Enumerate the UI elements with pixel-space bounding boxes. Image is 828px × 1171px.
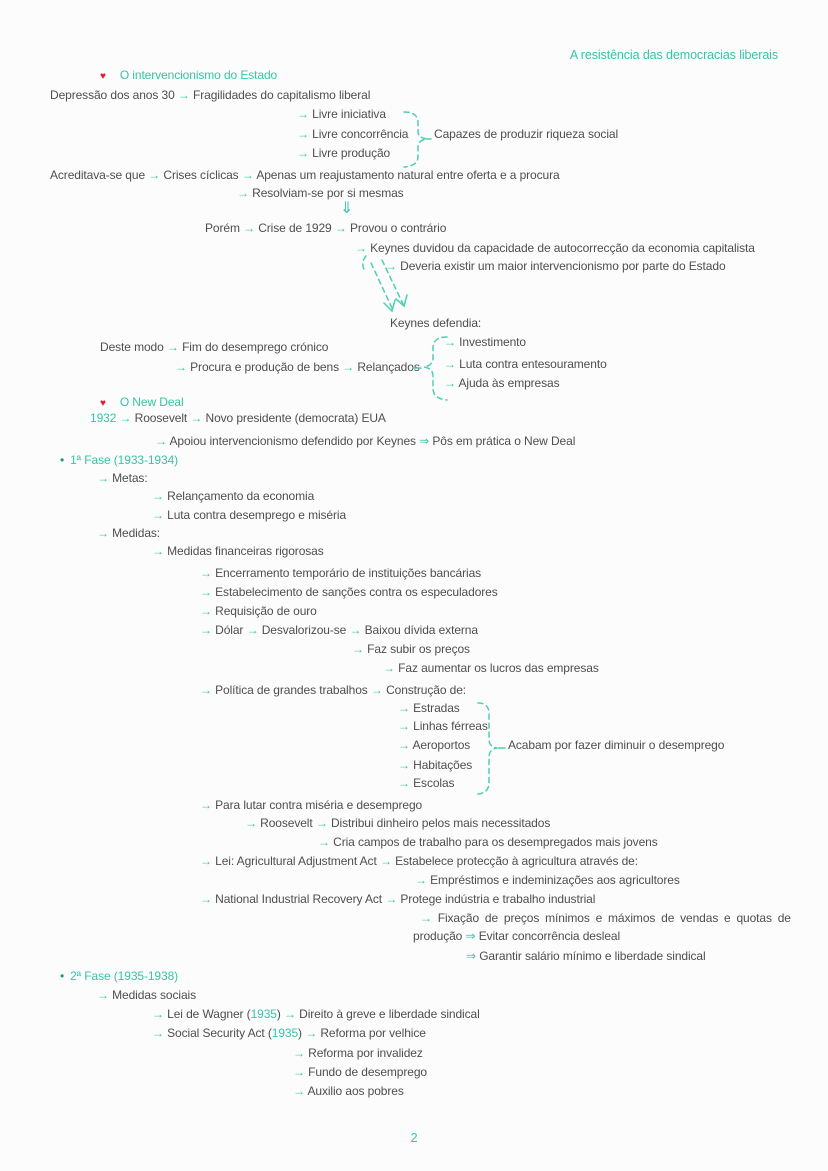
note-text: ⇒ <box>465 929 479 943</box>
note-text: → <box>342 360 358 374</box>
note-line <box>444 376 560 391</box>
note-text: Empréstimos e indeminizações aos agricultores <box>430 873 680 887</box>
note-text: → <box>444 335 460 349</box>
note-text: → <box>97 471 113 485</box>
note-text: Roosevelt <box>134 411 191 425</box>
note-line <box>297 146 390 161</box>
note-text: → <box>398 776 414 790</box>
note-text: Faz aumentar os lucros das empresas <box>398 661 599 675</box>
note-text: produção <box>413 929 466 943</box>
note-text: Política de grandes trabalhos <box>215 683 371 697</box>
note-text: Medidas sociais <box>112 988 197 1002</box>
note-text: Medidas: <box>112 526 161 540</box>
note-text: Livre concorrência <box>312 127 409 141</box>
note-line <box>155 434 575 449</box>
note-text: National Industrial Recovery Act <box>215 892 386 906</box>
note-line <box>97 471 148 486</box>
note-text: Livre iniciativa <box>312 107 386 121</box>
note-text: → <box>398 738 413 752</box>
note-text: ) <box>298 1026 306 1040</box>
note-text: Construção de: <box>386 683 467 697</box>
note-text: → <box>420 911 438 925</box>
note-text: → <box>379 854 396 868</box>
note-text: → <box>152 1007 168 1021</box>
note-text: → <box>383 661 399 675</box>
note-line <box>97 988 196 1003</box>
note-text: Desvalorizou-se <box>261 623 350 637</box>
note-line <box>152 1026 426 1041</box>
note-line <box>200 892 595 907</box>
page-header: A resistência das democracias liberais <box>569 48 778 62</box>
note-line <box>420 911 791 926</box>
note-line <box>293 1046 423 1061</box>
phase-bullet-icon: • <box>60 969 65 983</box>
note-line <box>50 168 560 183</box>
note-line <box>413 929 620 944</box>
note-text: Aeroportos <box>412 738 471 752</box>
note-text: Pôs em prática o New Deal <box>432 434 576 448</box>
note-text: → <box>152 544 168 558</box>
note-line <box>466 949 706 964</box>
note-text: → <box>190 411 206 425</box>
note-text: Provou o contrário <box>350 221 447 235</box>
note-line <box>390 316 481 331</box>
note-text: ⇒ <box>419 434 433 448</box>
heart-bullet-icon: ♥ <box>100 398 106 409</box>
note-text: Lei: Agricultural Adjustment Act <box>215 854 380 868</box>
note-text: Roosevelt <box>260 816 316 830</box>
note-text: Reforma por velhice <box>320 1026 426 1040</box>
note-text: → <box>200 892 216 906</box>
brace-construcao-icon <box>478 703 505 794</box>
note-text: → <box>175 360 191 374</box>
note-text: → <box>349 623 365 637</box>
note-line <box>398 738 470 753</box>
note-text: → <box>200 585 216 599</box>
note-line <box>152 544 324 559</box>
note-text: 1932 → <box>90 411 135 425</box>
note-line <box>237 186 404 201</box>
note-text: Keynes defendia: <box>390 316 482 330</box>
note-text: Luta contra desemprego e miséria <box>167 508 347 522</box>
note-text: → <box>97 988 113 1002</box>
note-text: Crise de 1929 <box>258 221 335 235</box>
note-line <box>385 259 726 274</box>
note-text: Investimento <box>459 335 526 349</box>
note-text: → <box>246 623 262 637</box>
note-text: Relançados <box>357 360 420 374</box>
note-line <box>383 661 599 676</box>
note-text: Apoiou intervencionismo defendido por Keynes <box>169 434 420 448</box>
note-line <box>398 776 454 791</box>
note-line <box>200 798 422 813</box>
note-text: Distribui dinheiro pelos mais necessitados <box>330 816 551 830</box>
note-text: → <box>243 221 259 235</box>
note-text: → <box>334 221 351 235</box>
note-text: → <box>355 241 371 255</box>
note-line <box>444 357 607 372</box>
note-text: Cria campos de trabalho para os desempregados mais jovens <box>333 835 658 849</box>
note-text: Capazes de produzir riqueza social <box>434 127 619 141</box>
note-text: → <box>297 107 313 121</box>
note-text: Livre produção <box>312 146 391 160</box>
note-text: O New Deal <box>119 395 184 409</box>
note-text: → <box>385 259 401 273</box>
note-text: Estradas <box>413 701 460 715</box>
phase-bullet-icon: • <box>60 453 65 467</box>
note-text: Reforma por invalidez <box>308 1046 423 1060</box>
note-text: Resolviam-se por si mesmas <box>252 186 404 200</box>
note-line <box>175 360 420 375</box>
note-text: O intervencionismo do Estado <box>119 68 278 82</box>
note-line <box>100 340 328 355</box>
note-line <box>318 835 658 850</box>
note-line <box>398 719 488 734</box>
note-text: → <box>293 1065 309 1079</box>
note-text: 1935 <box>250 1007 277 1021</box>
note-text: → <box>241 168 257 182</box>
note-line <box>200 566 481 581</box>
note-line <box>293 1084 404 1099</box>
note-text: Protege indústria e trabalho industrial <box>400 892 596 906</box>
note-text: → <box>155 434 170 448</box>
note-text: Baixou dívida externa <box>364 623 478 637</box>
note-text: → <box>245 816 261 830</box>
note-line <box>245 816 550 831</box>
note-text: → <box>284 1007 300 1021</box>
note-text: → <box>200 623 216 637</box>
note-text: → <box>398 719 414 733</box>
note-line <box>508 738 724 753</box>
heart-bullet-icon: ♥ <box>100 71 106 82</box>
note-text: Escolas <box>413 776 455 790</box>
section-title-new-deal <box>100 395 184 411</box>
note-text: Evitar concorrência desleal <box>478 929 621 943</box>
note-line <box>152 508 346 523</box>
note-text: Deveria existir um maior intervencionismo por parte do Estado <box>400 259 726 273</box>
note-line <box>415 873 680 888</box>
note-text: → <box>315 816 331 830</box>
note-text: → <box>444 357 460 371</box>
note-text: → <box>385 892 401 906</box>
note-line <box>200 623 478 638</box>
note-line <box>398 701 460 716</box>
note-text: Relançamento da economia <box>167 489 315 503</box>
note-text: Habitações <box>413 758 473 772</box>
note-text: → <box>200 604 216 618</box>
note-text: 1ª Fase (1933-1934) <box>70 453 179 467</box>
note-text: Keynes duvidou da capacidade de autocorrecção da economia capitalista <box>370 241 755 255</box>
note-text: → <box>152 508 168 522</box>
note-text: Fim do desemprego crónico <box>182 340 329 354</box>
note-text: → <box>200 798 216 812</box>
page-number: 2 <box>410 1131 418 1145</box>
note-text: Metas: <box>112 471 148 485</box>
phase-1-title <box>60 453 178 468</box>
note-line <box>398 758 472 773</box>
note-text: Procura e produção de bens <box>190 360 343 374</box>
note-text: Depressão dos anos 30 <box>50 88 178 102</box>
note-text: → <box>177 88 194 102</box>
note-text: 2ª Fase (1935-1938) <box>70 969 179 983</box>
note-line <box>434 127 618 142</box>
note-text: → <box>200 683 216 697</box>
note-text: → <box>318 835 334 849</box>
note-text: Medidas financeiras rigorosas <box>167 544 324 558</box>
note-text: Estabelece protecção à agricultura através de: <box>395 854 638 868</box>
note-line <box>90 411 386 426</box>
note-text: → <box>237 186 253 200</box>
note-line <box>355 241 755 256</box>
double-down-arrow <box>340 201 353 217</box>
note-line <box>352 642 470 657</box>
note-text: ⇓ <box>340 200 354 217</box>
note-text: Social Security Act ( <box>167 1026 272 1040</box>
note-text: Crises cíclicas <box>163 168 242 182</box>
note-text: ⇒ <box>466 949 480 963</box>
note-text: → <box>305 1026 321 1040</box>
note-line <box>205 221 446 236</box>
note-line <box>200 585 498 600</box>
note-text: → <box>370 683 387 697</box>
note-text: → <box>398 701 414 715</box>
note-text: → <box>152 1026 168 1040</box>
note-line <box>200 854 638 869</box>
note-text: Porém <box>205 221 244 235</box>
note-text: ) <box>276 1007 285 1021</box>
note-text: Acabam por fazer diminuir o desemprego <box>508 738 725 752</box>
note-text: → <box>152 489 168 503</box>
note-text: Direito à greve e liberdade sindical <box>299 1007 480 1021</box>
note-text: → <box>293 1084 308 1098</box>
note-text: Para lutar contra miséria e desemprego <box>215 798 423 812</box>
note-text: Luta contra entesouramento <box>459 357 607 371</box>
note-line <box>200 683 466 698</box>
section-title-intervencionismo <box>100 68 277 84</box>
note-text: → <box>297 127 313 141</box>
note-text: Requisição de ouro <box>215 604 317 618</box>
note-text: Apenas um reajustamento natural entre oferta e a procura <box>256 168 560 182</box>
note-text: → <box>293 1046 309 1060</box>
note-text: Fragilidades do capitalismo liberal <box>193 88 371 102</box>
note-line <box>152 489 314 504</box>
note-text: → <box>352 642 368 656</box>
note-text: Auxilio aos pobres <box>307 1084 404 1098</box>
note-text: → <box>297 146 313 160</box>
phase-2-title <box>60 969 178 984</box>
note-text: Acreditava-se que <box>50 168 149 182</box>
note-text: Fixação de preços mínimos e máximos de vendas e quotas de <box>437 911 791 925</box>
note-text: Fundo de desemprego <box>308 1065 427 1079</box>
note-text: → <box>148 168 164 182</box>
note-text: Ajuda às empresas <box>458 376 560 390</box>
note-line <box>200 604 317 619</box>
note-text: Deste modo <box>100 340 167 354</box>
note-line <box>444 335 526 350</box>
note-text: Dólar <box>215 623 247 637</box>
note-text: → <box>398 758 414 772</box>
note-text: Encerramento temporário de instituições bancárias <box>215 566 482 580</box>
note-line <box>297 127 408 142</box>
note-text: Lei de Wagner ( <box>167 1007 251 1021</box>
note-text: Garantir salário mínimo e liberdade sindical <box>479 949 706 963</box>
note-text: → <box>97 526 113 540</box>
note-line <box>297 107 386 122</box>
note-text: Faz subir os preços <box>367 642 470 656</box>
note-text: → <box>444 376 459 390</box>
note-text: Estabelecimento de sanções contra os especuladores <box>215 585 498 599</box>
note-text: → <box>166 340 183 354</box>
note-text: Novo presidente (democrata) EUA <box>205 411 386 425</box>
note-text: → <box>415 873 431 887</box>
note-text: → <box>200 854 216 868</box>
note-line <box>97 526 160 541</box>
note-text: Linhas férreas <box>413 719 488 733</box>
note-line <box>152 1007 480 1022</box>
note-line <box>50 88 370 103</box>
note-text: → <box>200 566 216 580</box>
note-text: 1935 <box>271 1026 299 1040</box>
note-line <box>293 1065 427 1080</box>
